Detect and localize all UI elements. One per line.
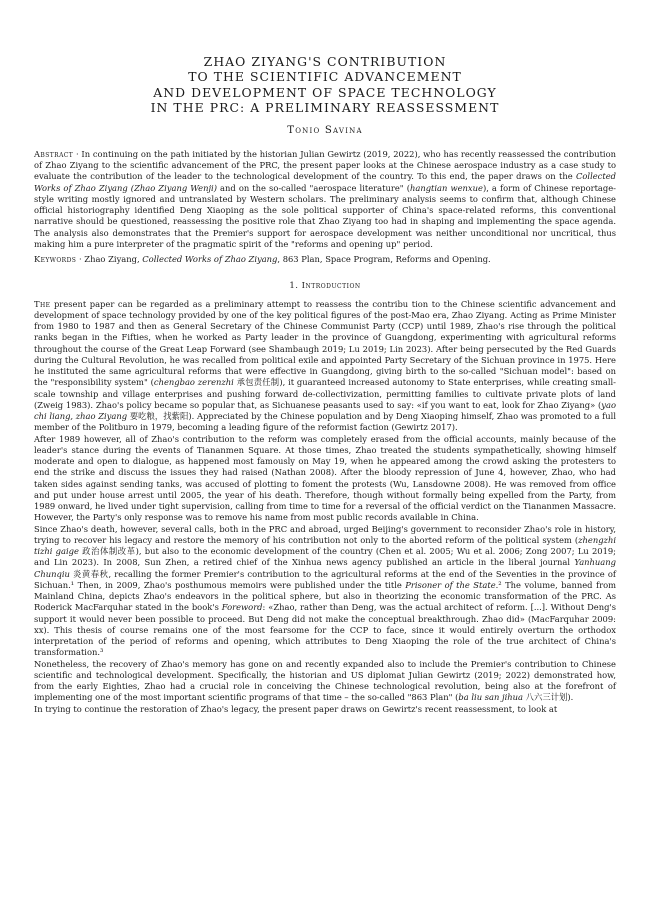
paragraph-1-text-a: present paper can be regarded as a preliminary attempt to reassess the contribu tion to the Chinese scientific advancement and development of space technology provided by one of the key political figures of the post-Mao era, Zhao Ziyang. Acting as Prime Minister from 1980 to 1987 and then as General Secretary of the Chinese Communist Party (CCP) until 1989, Zhao's rise through the political ranks began in the Fifties, when he worked as Party leader in the province of Guangdong, experimenting with agricultural reforms throughout the course of the Great Leap Forward (see Shambaugh 2019; Lu 2019; Lin 2023). After being persecuted by the Red Guards during the Cultural Revolution, he was recalled from political exile and appointed Party Secretary of the Sichuan province in 1975. Here he instituted the same agricultural reforms that were effective in Guangdong, giving birth to the so-called "Sichuan model": based on the "responsibility system" ( <box>34 298 616 388</box>
author-name: Tonio Savina <box>287 124 363 136</box>
abstract-italic-b: hangtian wenxue <box>409 182 483 193</box>
paragraph-4-text-a: Nonetheless, the recovery of Zhao's memory has gone on and recently expanded also to include the Premier's contribution to Chinese scientific and technological development. Specifically, the historian and US diplomat Julian Gewirtz (2019; 2022) demonstrated how, from the early Eighties, Zhao had a crucial role in conceiving the Chinese technological revolution, being also at the forefront of implementing one of the most important scientific programs of that time – the so-called "863 Plan" ( <box>34 658 616 703</box>
paragraph-3 <box>34 524 616 659</box>
title-line-2: TO THE SCIENTIFIC ADVANCEMENT <box>188 69 462 85</box>
paragraph-3-italic-3: Prisoner of the State <box>405 579 496 590</box>
paragraph-3-italic-1: zhengzhi tizhi gaige <box>34 534 616 557</box>
abstract-text-c: ), a form of Chinese reportage-style writing mostly ignored and untranslated by Western scholars. The preliminary analysis seems to confirm that, although Chinese official historiography identified Deng Xiaoping as the sole political supporter of China's space-related reforms, this conventional narrative should be questioned, reassessing the positive role that Zhao Ziyang too had in shaping and implementing the space agenda. The analysis also demonstrates that the Premier's support for aerospace development was neither unconditional nor uncritical, thus making him a pure interpreter of the pragmatic spirit of the "reforms and opening up" period. <box>34 182 617 249</box>
paragraph-3-text-c: 炎黄春秋, recalling the former Premier's contribution to the agricultural reforms at the end of the Seventies in the province of Sichuan.¹ Then, in 2009, Zhao's posthumous memoirs were published under the title <box>34 568 616 590</box>
section-heading: 1. Introduction <box>289 280 361 291</box>
paragraph-1-italic-1: chengbao zerenzhi <box>153 377 234 388</box>
paper-title <box>34 54 616 116</box>
keywords-separator: · <box>76 254 85 265</box>
title-line-1: ZHAO ZIYANG'S CONTRIBUTION <box>203 54 447 69</box>
keywords-text-a: Zhao Ziyang, <box>84 254 143 265</box>
keywords <box>34 254 616 265</box>
paragraph-4-text-b: 八六三计划). <box>522 692 574 703</box>
paragraph-1-lead: The <box>34 298 51 309</box>
paragraph-1-italic-2: yao chi liang, zhao Ziyang <box>34 399 616 422</box>
keywords-text-b: , 863 Plan, Space Program, Reforms and Opening. <box>277 254 491 265</box>
abstract <box>34 149 616 251</box>
paragraph-3-text-e: : «Zhao, rather than Deng, was the actual architect of reform. [...]. Without Deng's support it would never been possible to proceed. But Deng did not make the conceptual breakthrough. Zhao did» (MacFarquhar 2009: xx). This thesis of course remains one of the most fearsome for the CCP to face, since it would entirely overturn the orthodox interpretation of the period of reforms and opening, which attributes to Deng Xiaoping the role of the true architect of China's transformation.³ <box>34 602 616 658</box>
paragraph-4-italic-1: ba liu san jihua <box>458 692 523 703</box>
paragraph-2: After 1989 however, all of Zhao's contribution to the reform was completely erased from the official accounts, mainly because of the leader's stance during the events of Tiananmen Square. At those times, Zhao treated the students sympathetically, showing himself moderate and open to dialogue, as happened most famously on May 19, when he appeared among the crowd asking the protesters to end the strike and discuss the issues they had raised (Nathan 2008). After the bloody repression of June 4, however, Zhao, who had taken sides against sending tanks, was accused of plotting to foment the protests (Wu, Lansdowne 2008). He was removed from office and put under house arrest until 2005, the year of his death. Therefore, though without formally being expelled from the Party, from 1989 onward, he lived under tight supervision, calling from time to time for a reversal of the official verdict on the Tiananmen Massacre. However, the Party's only response was to remove his name from most public records available in China. <box>34 433 616 523</box>
abstract-italic-a: Collected Works of Zhao Ziyang (Zhao Ziyang Wenji) <box>34 171 616 193</box>
title-line-4: IN THE PRC: A PRELIMINARY REASSESSMENT <box>150 100 500 116</box>
keywords-label: Keywords <box>34 254 77 265</box>
abstract-label: Abstract <box>34 148 74 159</box>
keywords-italic: Collected Works of Zhao Ziyang <box>142 254 278 265</box>
paragraph-1-text-c: 要吃粮，找紫阳). Appreciated by the Chinese population and by Deng Xiaoping himself, Zhao was promoted to a full member of the Politburo in 1979, becoming a leading figure of the reformist faction (Gewirtz 2017). <box>34 411 616 433</box>
paragraph-4 <box>34 659 616 704</box>
paragraph-5: In trying to continue the restoration of Zhao's legacy, the present paper draws on Gewirtz's recent reassessment, to look at <box>34 703 558 714</box>
abstract-text-a: In continuing on the path initiated by the historian Julian Gewirtz (2019, 2022), who has recently reassessed the contribution of Zhao Ziyang to the scientific advancement of the PRC, the present paper looks at the Chinese aerospace industry as a case study to evaluate the contribution of the leader to the technological development of the country. To this end, the paper draws on the <box>34 148 616 182</box>
paragraph-3-text-d: .² The volume, banned from Mainland China, depicts Zhao's endeavors in the political sphere, but also in theorizing the economic transformation of the PRC. As Roderick MacFarquhar stated in the book's <box>34 579 616 613</box>
paragraph-1 <box>34 299 616 434</box>
paragraph-1-text-b: 承包责任制), it guaranteed increased autonomy to State enterprises, while creating small-scale township and village enterprises and pushing forward de-collectivization, permitting families to cultivate private plots of land (Zweig 1983). Zhao's policy became so popular that, as Sichuanese peasants used to say: «if you want to eat, look for Zhao Ziyang» ( <box>34 377 617 410</box>
paper-page <box>34 0 616 715</box>
paragraph-3-italic-2: Yanhuang Chunqiu <box>34 557 616 579</box>
paragraph-3-italic-4: Foreword <box>221 602 263 613</box>
paragraph-3-text-b: 政治体制改革), but also to the economic development of the country (Chen et al. 2005; Wu et al. 2006; Zong 2007; Lu 2019; and Lin 2023). In 2008, Sun Zhen, a retired chief of the Xinhua news agency published an article in the liberal journal <box>34 546 616 568</box>
paragraph-3-text-a: Since Zhao's death, however, several calls, both in the PRC and abroad, urged Beijing's government to reconsider Zhao's role in history, trying to recover his legacy and restore the memory of his contribution not only to the aborted reform of the political system ( <box>34 523 616 545</box>
title-line-3: AND DEVELOPMENT OF SPACE TECHNOLOGY <box>153 84 497 100</box>
abstract-separator: · <box>73 148 82 159</box>
abstract-text-b: and on the so-called "aerospace literature" ( <box>216 182 410 193</box>
